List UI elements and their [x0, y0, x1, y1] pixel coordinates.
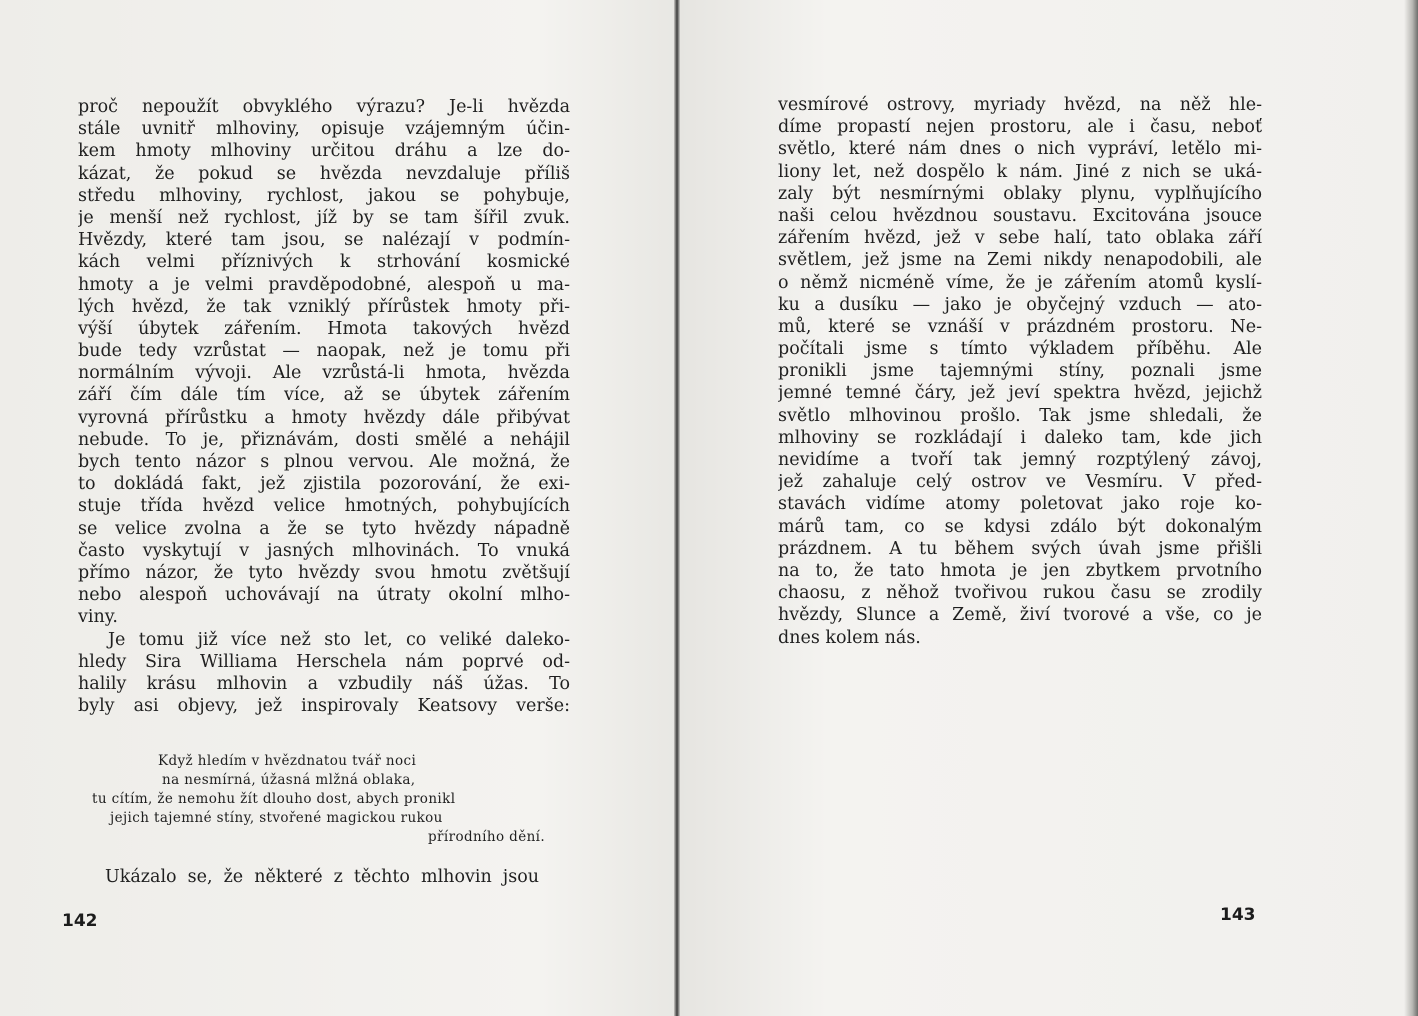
- text-line: lých hvězd, že tak vzniklý přírůstek hmoty při-: [78, 296, 570, 317]
- poem-line: jejich tajemné stíny, stvořené magickou rukou: [110, 810, 443, 826]
- text-line: vyrovná přírůstku a hmoty hvězdy dále přibývat: [78, 407, 570, 428]
- text-line: díme propastí nejen prostoru, ale i času, neboť: [778, 117, 1262, 138]
- text-line: halily krásu mlhovin a vzbudily náš úžas. To: [78, 673, 570, 694]
- text-line: hledy Sira Williama Herschela nám poprvé od-: [78, 651, 570, 672]
- text-line: proč nepoužít obvyklého výrazu? Je-li hvězda: [78, 97, 570, 117]
- text-line: jež zahaluje celý ostrov ve Vesmíru. V před-: [778, 472, 1262, 493]
- text-line: počítali jsme s tímto výkladem příběhu. Ale: [778, 339, 1262, 360]
- text-line: bych tento názor s plnou vervou. Ale možná, že: [78, 452, 570, 472]
- text-line: mlhoviny se rozkládají i daleko tam, kde jich: [778, 427, 1262, 448]
- left-page-text: [78, 96, 570, 717]
- book-edge: [1404, 0, 1418, 1016]
- text-line: márů tam, co se kdysi zdálo být dokonalým: [778, 516, 1262, 537]
- text-line: stavách vidíme atomy poletovat jako roje ko-: [778, 494, 1262, 515]
- text-line: jemné temné čáry, jež jeví spektra hvězd, jejichž: [778, 383, 1262, 404]
- text-line: byly asi objevy, jež inspirovaly Keatsovy verše:: [78, 696, 570, 717]
- text-line: středu mlhoviny, rychlost, jakou se pohybuje,: [78, 185, 570, 206]
- poem-line: tu cítím, že nemohu žít dlouho dost, abych pronikl: [92, 791, 456, 807]
- text-line: kách velmi příznivých k strhování kosmické: [78, 252, 570, 273]
- text-line: to dokládá fakt, jež zjistila pozorování, že exi-: [78, 474, 570, 495]
- poem-line: Když hledím v hvězdnatou tvář noci: [158, 753, 417, 769]
- text-line: stuje třída hvězd velice hmotných, pohybujících: [78, 496, 570, 517]
- text-line: prázdnem. A tu během svých úvah jsme přišli: [778, 538, 1262, 559]
- text-line: viny.: [78, 607, 118, 628]
- closing-text-line: Ukázalo se, že některé z těchto mlhovin jsou: [105, 867, 539, 887]
- text-line: Hvězdy, které tam jsou, se nalézají v podmín-: [78, 230, 570, 251]
- text-line: o němž nicméně víme, že je zářením atomů kyslí-: [778, 272, 1262, 293]
- text-line: světlo, které nám dnes o nich vypráví, letělo mi-: [778, 139, 1262, 160]
- text-line: chaosu, z něhož tvořivou rukou času se zrodily: [778, 583, 1262, 604]
- poem-line: přírodního dění.: [428, 829, 546, 845]
- text-line: dnes kolem nás.: [778, 627, 921, 648]
- text-line: stále uvnitř mlhoviny, opisuje vzájemným účin-: [78, 119, 570, 140]
- text-line: kem hmoty mlhoviny určitou dráhu a lze do-: [78, 141, 570, 162]
- text-line: se velice zvolna a že se tyto hvězdy nápadně: [78, 518, 570, 539]
- text-line: ku a dusíku — jako je obyčejný vzduch — ato-: [778, 294, 1262, 315]
- text-line: hmoty a je velmi pravděpodobné, alespoň u ma-: [78, 274, 570, 295]
- text-line: naši celou hvězdnou soustavu. Excitována jsouce: [778, 205, 1262, 226]
- text-line: výší úbytek zářením. Hmota takových hvězd: [78, 318, 570, 339]
- text-line: normálním vývoji. Ale vzrůstá-li hmota, hvězda: [78, 363, 570, 384]
- page-number-right: 143: [1220, 905, 1256, 925]
- text-line: liony let, než dospělo k nám. Jiné z nich se uká-: [778, 161, 1262, 182]
- text-line: na to, že tato hmota je jen zbytkem prvotního: [778, 560, 1262, 581]
- text-line: nebude. To je, přiznávám, dosti smělé a nehájil: [78, 429, 570, 450]
- text-line: kázat, že pokud se hvězda nevzdaluje příliš: [78, 163, 570, 184]
- text-line: bude tedy vzrůstat — naopak, než je tomu při: [78, 341, 570, 362]
- poem-line: na nesmírná, úžasná mlžná oblaka,: [162, 772, 416, 788]
- text-line: Je tomu již více než sto let, co veliké daleko-: [108, 629, 570, 650]
- text-line: září čím dále tím více, až se úbytek zářením: [78, 385, 570, 406]
- text-line: nevidíme a tvoří tak jemný rozptýlený závoj,: [778, 450, 1262, 470]
- poem-quote: [90, 752, 560, 847]
- text-line: mů, které se vznáší v prázdném prostoru. Ne-: [778, 316, 1262, 337]
- text-line: světlem, jež jsme na Zemi nikdy nenapodobili, ale: [778, 250, 1262, 271]
- left-page: [0, 0, 676, 1016]
- text-line: často vyskytují v jasných mlhovinách. To vnuká: [78, 540, 570, 561]
- text-line: pronikli jsme tajemnými stíny, poznali jsme: [778, 361, 1262, 382]
- right-page-text: [778, 94, 1262, 649]
- text-line: je menší než rychlost, jíž by se tam šířil zvuk.: [78, 207, 570, 228]
- text-line: hvězdy, Slunce a Země, živí tvorové a vše, co je: [778, 605, 1262, 626]
- text-line: světlo mlhovinou prošlo. Tak jsme shledali, že: [778, 405, 1262, 426]
- text-line: zaly být nesmírnými oblaky plynu, vyplňujícího: [778, 183, 1262, 204]
- page-number-left: 142: [62, 911, 98, 931]
- text-line: zářením hvězd, jež v sebe halí, tato oblaka září: [778, 228, 1262, 249]
- text-line: vesmírové ostrovy, myriady hvězd, na něž hle-: [778, 95, 1262, 115]
- text-line: přímo názor, že tyto hvězdy svou hmotu zvětšují: [78, 562, 570, 583]
- text-line: nebo alespoň uchovávají na útraty okolní mlho-: [78, 585, 570, 606]
